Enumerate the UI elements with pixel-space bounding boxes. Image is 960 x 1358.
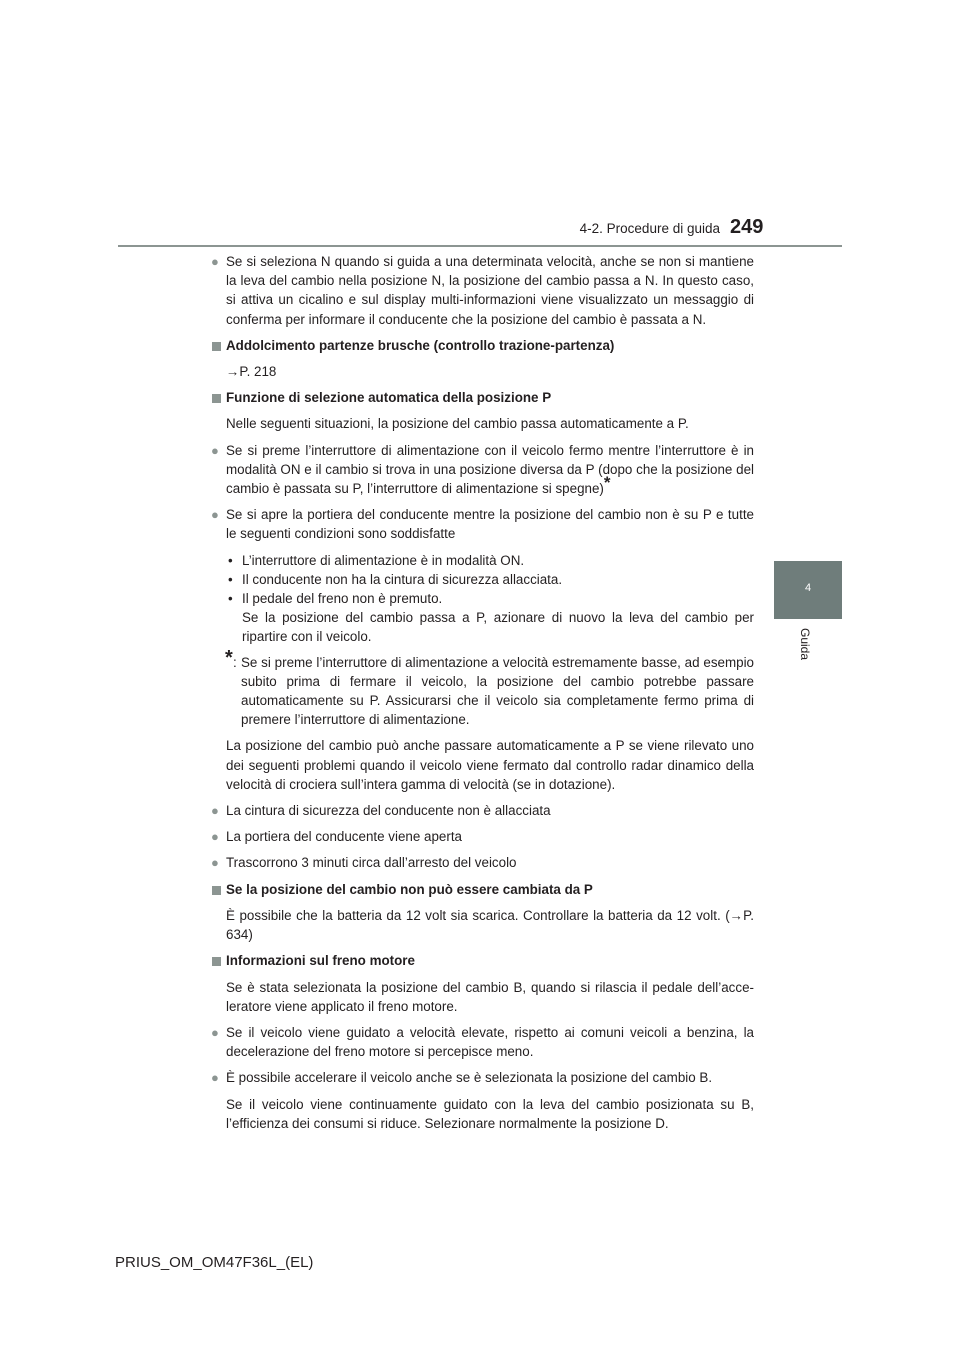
paragraph: Se è stata selezionata la posizione del cambio B, quando si rilascia il pedale dell’acceleratore viene applicato il freno motore.	[226, 979, 754, 1014]
section-heading	[211, 880, 754, 899]
paragraph: Se il veicolo viene continuamente guidato con la leva del cambio posizionata su B, l’efficienza dei consumi si riduce. Selezionare normalmente la posizione D.	[226, 1096, 754, 1131]
bullet-text: Trascorrono 3 minuti circa dall’arresto del veicolo	[226, 855, 517, 871]
circle-bullet-icon: ●	[211, 829, 219, 845]
chapter-label	[787, 628, 827, 688]
bullet-item	[211, 505, 754, 543]
bullet-text: Se si apre la portiera del conducente mentre la posizione del cambio non è su P e tutte le seguenti condizioni sono soddisfatte	[226, 507, 754, 542]
bullet-item	[211, 827, 754, 846]
page-number: 249	[730, 216, 764, 238]
footnote-text: Se si preme l’interruttore di alimentazione a velocità estremamente basse, ad esempio subito prima di fermare il veicolo, la posizione del cambio potrebbe passare automaticamente su P. Assicurarsi che il veicolo sia completamente fermo prima di premere l’interruttore di alimentazione.	[241, 654, 754, 728]
heading-text: Addolcimento partenze brusche (controllo trazione-partenza)	[226, 337, 615, 353]
circle-bullet-icon: ●	[211, 1070, 219, 1086]
heading-text: Se la posizione del cambio non può essere cambiata da P	[226, 881, 593, 897]
bullet-item	[211, 1023, 754, 1061]
heading-text: Informazioni sul freno motore	[226, 953, 415, 969]
sub-list-item	[211, 589, 754, 608]
bullet-item	[211, 441, 754, 499]
footnote-marker: *	[603, 473, 611, 493]
circle-bullet-icon: ●	[211, 855, 219, 871]
footnote	[211, 646, 754, 730]
paragraph: Nelle seguenti situazioni, la posizione del cambio passa automaticamente a P.	[226, 416, 689, 432]
sub-list-note: Se la posizione del cambio passa a P, azionare di nuovo la leva del cambio per ripartire con il veicolo.	[242, 610, 754, 645]
chapter-label-text: Guida	[798, 628, 812, 661]
bullet-text: La cintura di sicurezza del conducente non è allacciata	[226, 803, 551, 819]
circle-bullet-icon: ●	[211, 442, 219, 458]
page-content	[211, 252, 754, 1140]
chapter-number: 4	[804, 582, 812, 594]
document-code: PRIUS_OM_OM47F36L_(EL)	[115, 1254, 314, 1271]
square-bullet-icon	[212, 957, 221, 966]
section-heading	[211, 388, 754, 407]
square-bullet-icon	[212, 886, 221, 895]
bullet-text: Se si seleziona N quando si guida a una determinata velocità, anche se non si mantiene la leva del cambio nella posizione N, la posizione del cambio passa a N. In questo caso, si attiva un cicalino e sul display multi-informazioni viene visualizzato un messaggio di conferma per informare il conducente che la posizione del cambio è passata a N.	[226, 254, 754, 327]
bullet-item	[211, 252, 754, 329]
sub-list-text: Il conducente non ha la cintura di sicurezza allacciata.	[242, 571, 563, 587]
bullet-text: La portiera del conducente viene aperta	[226, 829, 462, 845]
paragraph: È possibile che la batteria da 12 volt sia scarica. Controllare la batteria da 12 volt. (→P. 634)	[226, 907, 754, 943]
footnote-star: *	[225, 646, 233, 669]
footnote-colon: :	[233, 654, 237, 670]
sub-list-item	[211, 570, 754, 589]
section-title: 4-2. Procedure di guida	[579, 221, 720, 236]
bullet-text: Se si preme l’interruttore di alimentazione con il veicolo fermo mentre l’interruttore è in modalità ON e il cambio si trova in una posizione diversa da P (dopo che la posizione del cambio è passata su P, l’interruttore di alimentazione si spegne)	[226, 442, 754, 497]
circle-bullet-icon: ●	[211, 803, 219, 819]
circle-bullet-icon: ●	[211, 507, 219, 523]
sub-list-text: L’interruttore di alimentazione è in modalità ON.	[242, 552, 525, 568]
header-rule	[118, 245, 842, 247]
reference-link[interactable]: →P. 218	[226, 364, 277, 380]
bullet-text: Se il veicolo viene guidato a velocità elevate, rispetto ai comuni veicoli a benzina, la decelerazione del freno motore si percepisce meno.	[226, 1024, 754, 1060]
bullet-item	[211, 801, 754, 820]
list-marker: •	[228, 552, 233, 568]
bullet-item	[211, 853, 754, 872]
circle-bullet-icon: ●	[211, 254, 219, 269]
square-bullet-icon	[212, 342, 221, 351]
chapter-tab[interactable]	[774, 561, 842, 619]
section-heading	[211, 336, 754, 355]
bullet-text: È possibile accelerare il veicolo anche se è selezionata la posizione del cambio B.	[226, 1070, 713, 1086]
page-reference[interactable]	[211, 362, 754, 381]
section-heading	[211, 951, 754, 970]
list-marker: •	[228, 591, 233, 607]
heading-text: Funzione di selezione automatica della posizione P	[226, 390, 552, 406]
sub-list-text: Il pedale del freno non è premuto.	[242, 591, 443, 607]
bullet-item	[211, 1068, 754, 1087]
paragraph: La posizione del cambio può anche passare automaticamente a P se viene rilevato uno dei seguenti problemi quando il veicolo viene fermato dal controllo radar dinamico della velocità di crociera sull’intera gamma di velocità (se in dotazione).	[226, 738, 754, 792]
circle-bullet-icon: ●	[211, 1024, 219, 1040]
square-bullet-icon	[212, 394, 221, 403]
sub-list-item	[211, 551, 754, 570]
list-marker: •	[228, 571, 233, 587]
